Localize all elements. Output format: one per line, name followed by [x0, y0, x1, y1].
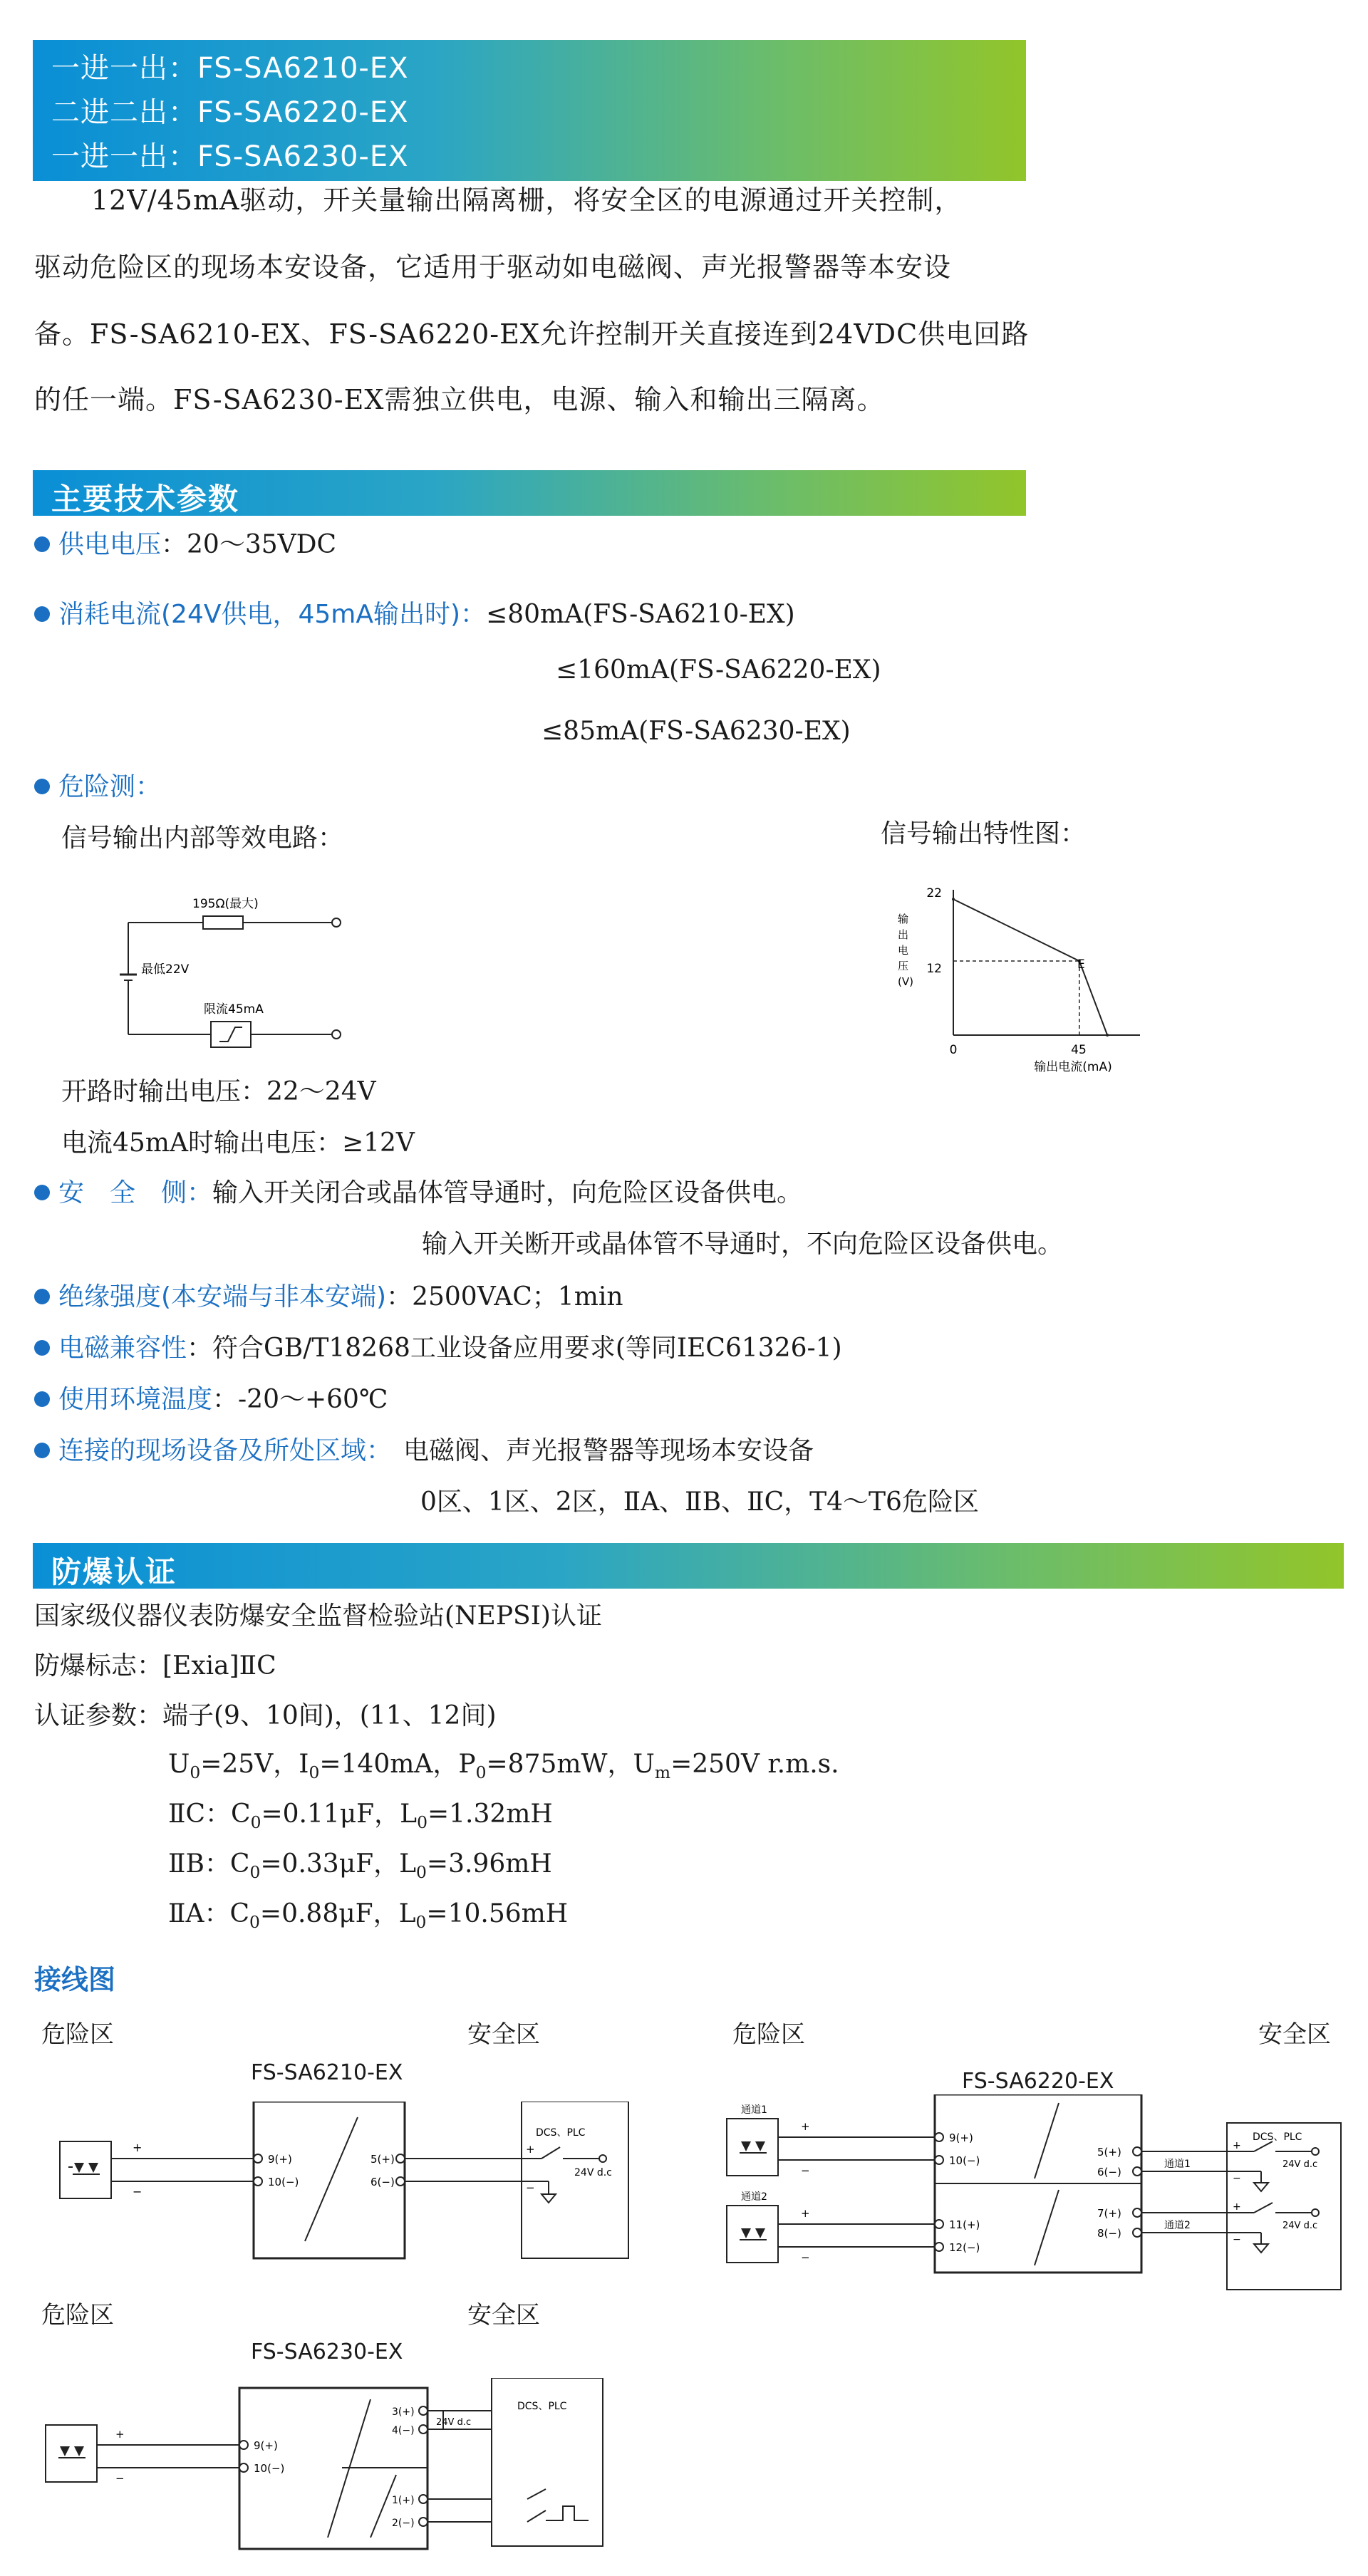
terminal-icon	[239, 2441, 248, 2449]
current-voltage: 电流45mA时输出电压：≥12V	[61, 1128, 415, 1158]
characteristic-chart	[884, 873, 1154, 1086]
svg-text:10(−): 10(−)	[268, 2176, 299, 2188]
field-device-box	[727, 2119, 778, 2176]
svg-text:通道2: 通道2	[1164, 2220, 1191, 2231]
equivalent-circuit	[107, 883, 363, 1054]
cert-params-iia: ⅡA：$C_0=0.88\mu F$，$L_0=10.56mH$	[168, 1899, 569, 1933]
svg-text:通道2: 通道2	[741, 2191, 767, 2203]
open-voltage: 开路时输出电压：22～24V	[61, 1077, 376, 1106]
svg-text:8(−): 8(−)	[1097, 2227, 1121, 2240]
svg-text:+: +	[801, 2207, 810, 2220]
terminal-icon	[419, 2406, 428, 2415]
spec-current-2: ≤160mA(FS-SA6220-EX)	[556, 655, 881, 685]
svg-text:+: +	[115, 2428, 125, 2441]
intro-line-1: 12V/45mA驱动，开关量输出隔离栅，将安全区的电源通过开关控制，	[91, 185, 963, 216]
svg-text:DCS、PLC: DCS、PLC	[536, 2127, 586, 2139]
svg-text:24V d.c: 24V d.c	[1282, 2221, 1318, 2231]
svg-text:通道1: 通道1	[1164, 2159, 1191, 2170]
svg-text:9(+): 9(+)	[268, 2153, 292, 2166]
title-line-1: 一进一出：FS-SA6210-EX	[51, 52, 409, 85]
svg-text:DCS、PLC: DCS、PLC	[517, 2401, 567, 2412]
dcs-plc-box	[1227, 2123, 1341, 2290]
svg-text:1(+): 1(+)	[392, 2495, 415, 2506]
model-label-1: FS-SA6210-EX	[251, 2060, 403, 2085]
terminal-icon	[419, 2425, 428, 2434]
bullet-icon	[34, 1185, 50, 1200]
terminal-icon	[239, 2463, 248, 2472]
terminal-icon	[332, 1030, 341, 1039]
field-device-box	[46, 2425, 97, 2482]
specs-header	[33, 470, 1026, 516]
svg-text:−: −	[1233, 2234, 1241, 2245]
intro-line-3: 备。FS-SA6210-EX、FS-SA6220-EX允许控制开关直接连到24VDC供电回路	[34, 318, 1030, 350]
model-label-2: FS-SA6220-EX	[962, 2069, 1114, 2094]
svg-text:2(−): 2(−)	[392, 2518, 415, 2529]
terminal-icon	[935, 2220, 943, 2228]
chart-ylabel-char: 输	[898, 913, 909, 925]
wiring-diagram-fs-sa6230	[36, 2378, 620, 2563]
terminal-icon	[332, 918, 341, 927]
spec-field-devices: 连接的现场设备及所处区域： 电磁阀、声光报警器等现场本安设备	[34, 1430, 814, 1467]
terminal-icon	[1133, 2167, 1141, 2176]
terminal-icon	[1133, 2147, 1141, 2156]
terminal-icon	[396, 2154, 405, 2163]
terminal-icon	[935, 2156, 943, 2164]
terminal-icon	[935, 2243, 943, 2251]
circuit-title: 信号输出内部等效电路：	[61, 824, 344, 853]
svg-text:5(+): 5(+)	[1097, 2146, 1121, 2159]
svg-text:6(−): 6(−)	[370, 2176, 395, 2188]
chart-x-tick: 0	[949, 1043, 958, 1057]
bullet-icon	[34, 606, 50, 622]
svg-text:+: +	[801, 2120, 810, 2133]
terminal-icon	[419, 2518, 428, 2526]
resistor-symbol	[203, 916, 243, 929]
chart-ylabel-char: 压	[898, 960, 909, 972]
svg-text:通道1: 通道1	[741, 2104, 767, 2116]
svg-text:24V d.c: 24V d.c	[574, 2167, 612, 2178]
model-label-3: FS-SA6230-EX	[251, 2339, 403, 2364]
spec-current: 消耗电流(24V供电，45mA输出时)：≤80mA(FS-SA6210-EX)	[34, 594, 795, 630]
char-title: 信号输出特性图：	[881, 819, 1087, 848]
svg-text:12(−): 12(−)	[949, 2241, 980, 2254]
terminal-icon	[396, 2177, 405, 2186]
chart-x-tick: 45	[1071, 1043, 1087, 1057]
title-line-2: 二进二出：FS-SA6220-EX	[51, 96, 409, 129]
spec-safe-side: 安 全 侧：输入开关闭合或晶体管导通时，向危险区设备供电。	[34, 1173, 802, 1209]
terminal-icon	[419, 2495, 428, 2503]
svg-text:10(−): 10(−)	[949, 2154, 980, 2167]
device-line-2: 0区、1区、2区，ⅡA、ⅡB、ⅡC，T4～T6危险区	[420, 1487, 979, 1517]
svg-text:+: +	[133, 2141, 142, 2154]
cert-line-1: 国家级仪器仪表防爆安全监督检验站(NEPSI)认证	[34, 1601, 602, 1631]
cert-line-3: 认证参数：端子(9、10间)，(11、12间)	[34, 1701, 497, 1730]
resistor-label: 195Ω(最大)	[192, 897, 259, 911]
svg-text:9(+): 9(+)	[254, 2439, 278, 2452]
title-line-3: 一进一出：FS-SA6230-EX	[51, 140, 409, 173]
chart-ylabel	[898, 913, 913, 988]
chart-y-tick: 12	[926, 962, 942, 976]
bullet-icon	[34, 1289, 50, 1304]
field-device-box	[727, 2206, 778, 2263]
svg-text:−: −	[115, 2472, 125, 2485]
intro-line-2: 驱动危险区的现场本安设备，它适用于驱动如电磁阀、声光报警器等本安设	[34, 251, 952, 283]
wiring-diagram-fs-sa6220	[712, 2094, 1354, 2301]
bullet-icon	[34, 1340, 50, 1356]
svg-text:24V d.c: 24V d.c	[436, 2417, 472, 2428]
svg-text:−: −	[133, 2185, 142, 2198]
terminal-icon	[1133, 2228, 1141, 2237]
svg-text:10(−): 10(−)	[254, 2462, 285, 2475]
min-voltage-label: 最低22V	[141, 962, 190, 977]
cert-params-iib: ⅡB：$C_0=0.33\mu F$，$L_0=3.96mH$	[168, 1849, 552, 1883]
field-device-box	[60, 2141, 111, 2198]
chart-y-tick: 22	[926, 886, 942, 900]
terminal-icon	[1133, 2208, 1141, 2217]
hazard-zone-label: 危险区	[41, 2020, 114, 2049]
svg-text:4(−): 4(−)	[392, 2425, 415, 2436]
cert-params-main: $U_0=25V$，$I_0=140mA$，$P_0=875mW$，$U_m=250V$ r.m.s.	[168, 1750, 839, 1783]
product-title-banner	[33, 40, 1026, 181]
svg-text:6(−): 6(−)	[1097, 2166, 1121, 2178]
terminal-icon	[254, 2177, 262, 2186]
svg-text:11(+): 11(+)	[949, 2218, 980, 2231]
svg-text:9(+): 9(+)	[949, 2131, 973, 2144]
chart-xlabel: 输出电流(mA)	[1034, 1060, 1112, 1074]
svg-text:3(+): 3(+)	[392, 2406, 415, 2418]
cert-header	[33, 1543, 1344, 1589]
bullet-icon	[34, 1443, 50, 1458]
terminal-icon	[254, 2154, 262, 2163]
cert-line-2: 防爆标志：[Exia]ⅡC	[34, 1651, 276, 1681]
spec-hazard: 危险测：	[34, 767, 161, 803]
svg-text:−: −	[801, 2164, 810, 2177]
hazard-zone-label: 危险区	[41, 2301, 114, 2330]
svg-text:−: −	[526, 2181, 535, 2194]
cert-params-iic: ⅡC：$C_0=0.11\mu F$，$L_0=1.32mH$	[168, 1799, 553, 1833]
safe-line-2: 输入开关断开或晶体管不导通时，不向危险区设备供电。	[422, 1230, 1064, 1259]
safe-zone-label: 安全区	[1258, 2020, 1331, 2049]
chart-point-label: E	[1077, 957, 1085, 972]
hazard-zone-label: 危险区	[732, 2020, 805, 2049]
safe-zone-label: 安全区	[467, 2301, 540, 2330]
wiring-title: 接线图	[34, 1964, 116, 1995]
svg-text:7(+): 7(+)	[1097, 2207, 1121, 2220]
spec-current-3: ≤85mA(FS-SA6230-EX)	[542, 717, 851, 746]
bullet-icon	[34, 1391, 50, 1407]
svg-text:+: +	[526, 2143, 535, 2156]
spec-insulation: 绝缘强度(本安端与非本安端)：2500VAC；1min	[34, 1277, 623, 1313]
spec-temperature: 使用环境温度：-20～+60℃	[34, 1379, 388, 1416]
terminal-icon	[935, 2133, 943, 2141]
safe-zone-label: 安全区	[467, 2020, 540, 2049]
bullet-icon	[34, 536, 50, 552]
dcs-plc-box	[522, 2102, 628, 2258]
svg-text:24V d.c: 24V d.c	[1282, 2159, 1318, 2170]
wiring-diagram-fs-sa6210	[50, 2102, 648, 2287]
svg-text:5(+): 5(+)	[370, 2153, 395, 2166]
svg-text:+: +	[1233, 2201, 1241, 2213]
svg-text:−: −	[1233, 2173, 1241, 2184]
chart-ylabel-char: 电	[898, 944, 909, 957]
svg-text:DCS、PLC: DCS、PLC	[1253, 2131, 1302, 2143]
spec-power: 供电电压：20～35VDC	[34, 524, 336, 561]
limit-label: 限流45mA	[204, 1002, 264, 1017]
cert-title: 防爆认证	[51, 1554, 177, 1589]
chart-ylabel-char: 出	[898, 928, 909, 941]
chart-point	[1106, 1034, 1109, 1037]
spec-emc: 电磁兼容性：符合GB/T18268工业设备应用要求(等同IEC61326-1)	[34, 1328, 842, 1364]
bullet-icon	[34, 779, 50, 794]
svg-text:−: −	[801, 2251, 810, 2264]
chart-ylabel-char: (V)	[898, 975, 913, 988]
specs-title: 主要技术参数	[51, 482, 240, 516]
chart-point	[952, 898, 955, 900]
intro-line-4: 的任一端。FS-SA6230-EX需独立供电，电源、输入和输出三隔离。	[34, 384, 885, 415]
svg-text:+: +	[1233, 2140, 1241, 2151]
